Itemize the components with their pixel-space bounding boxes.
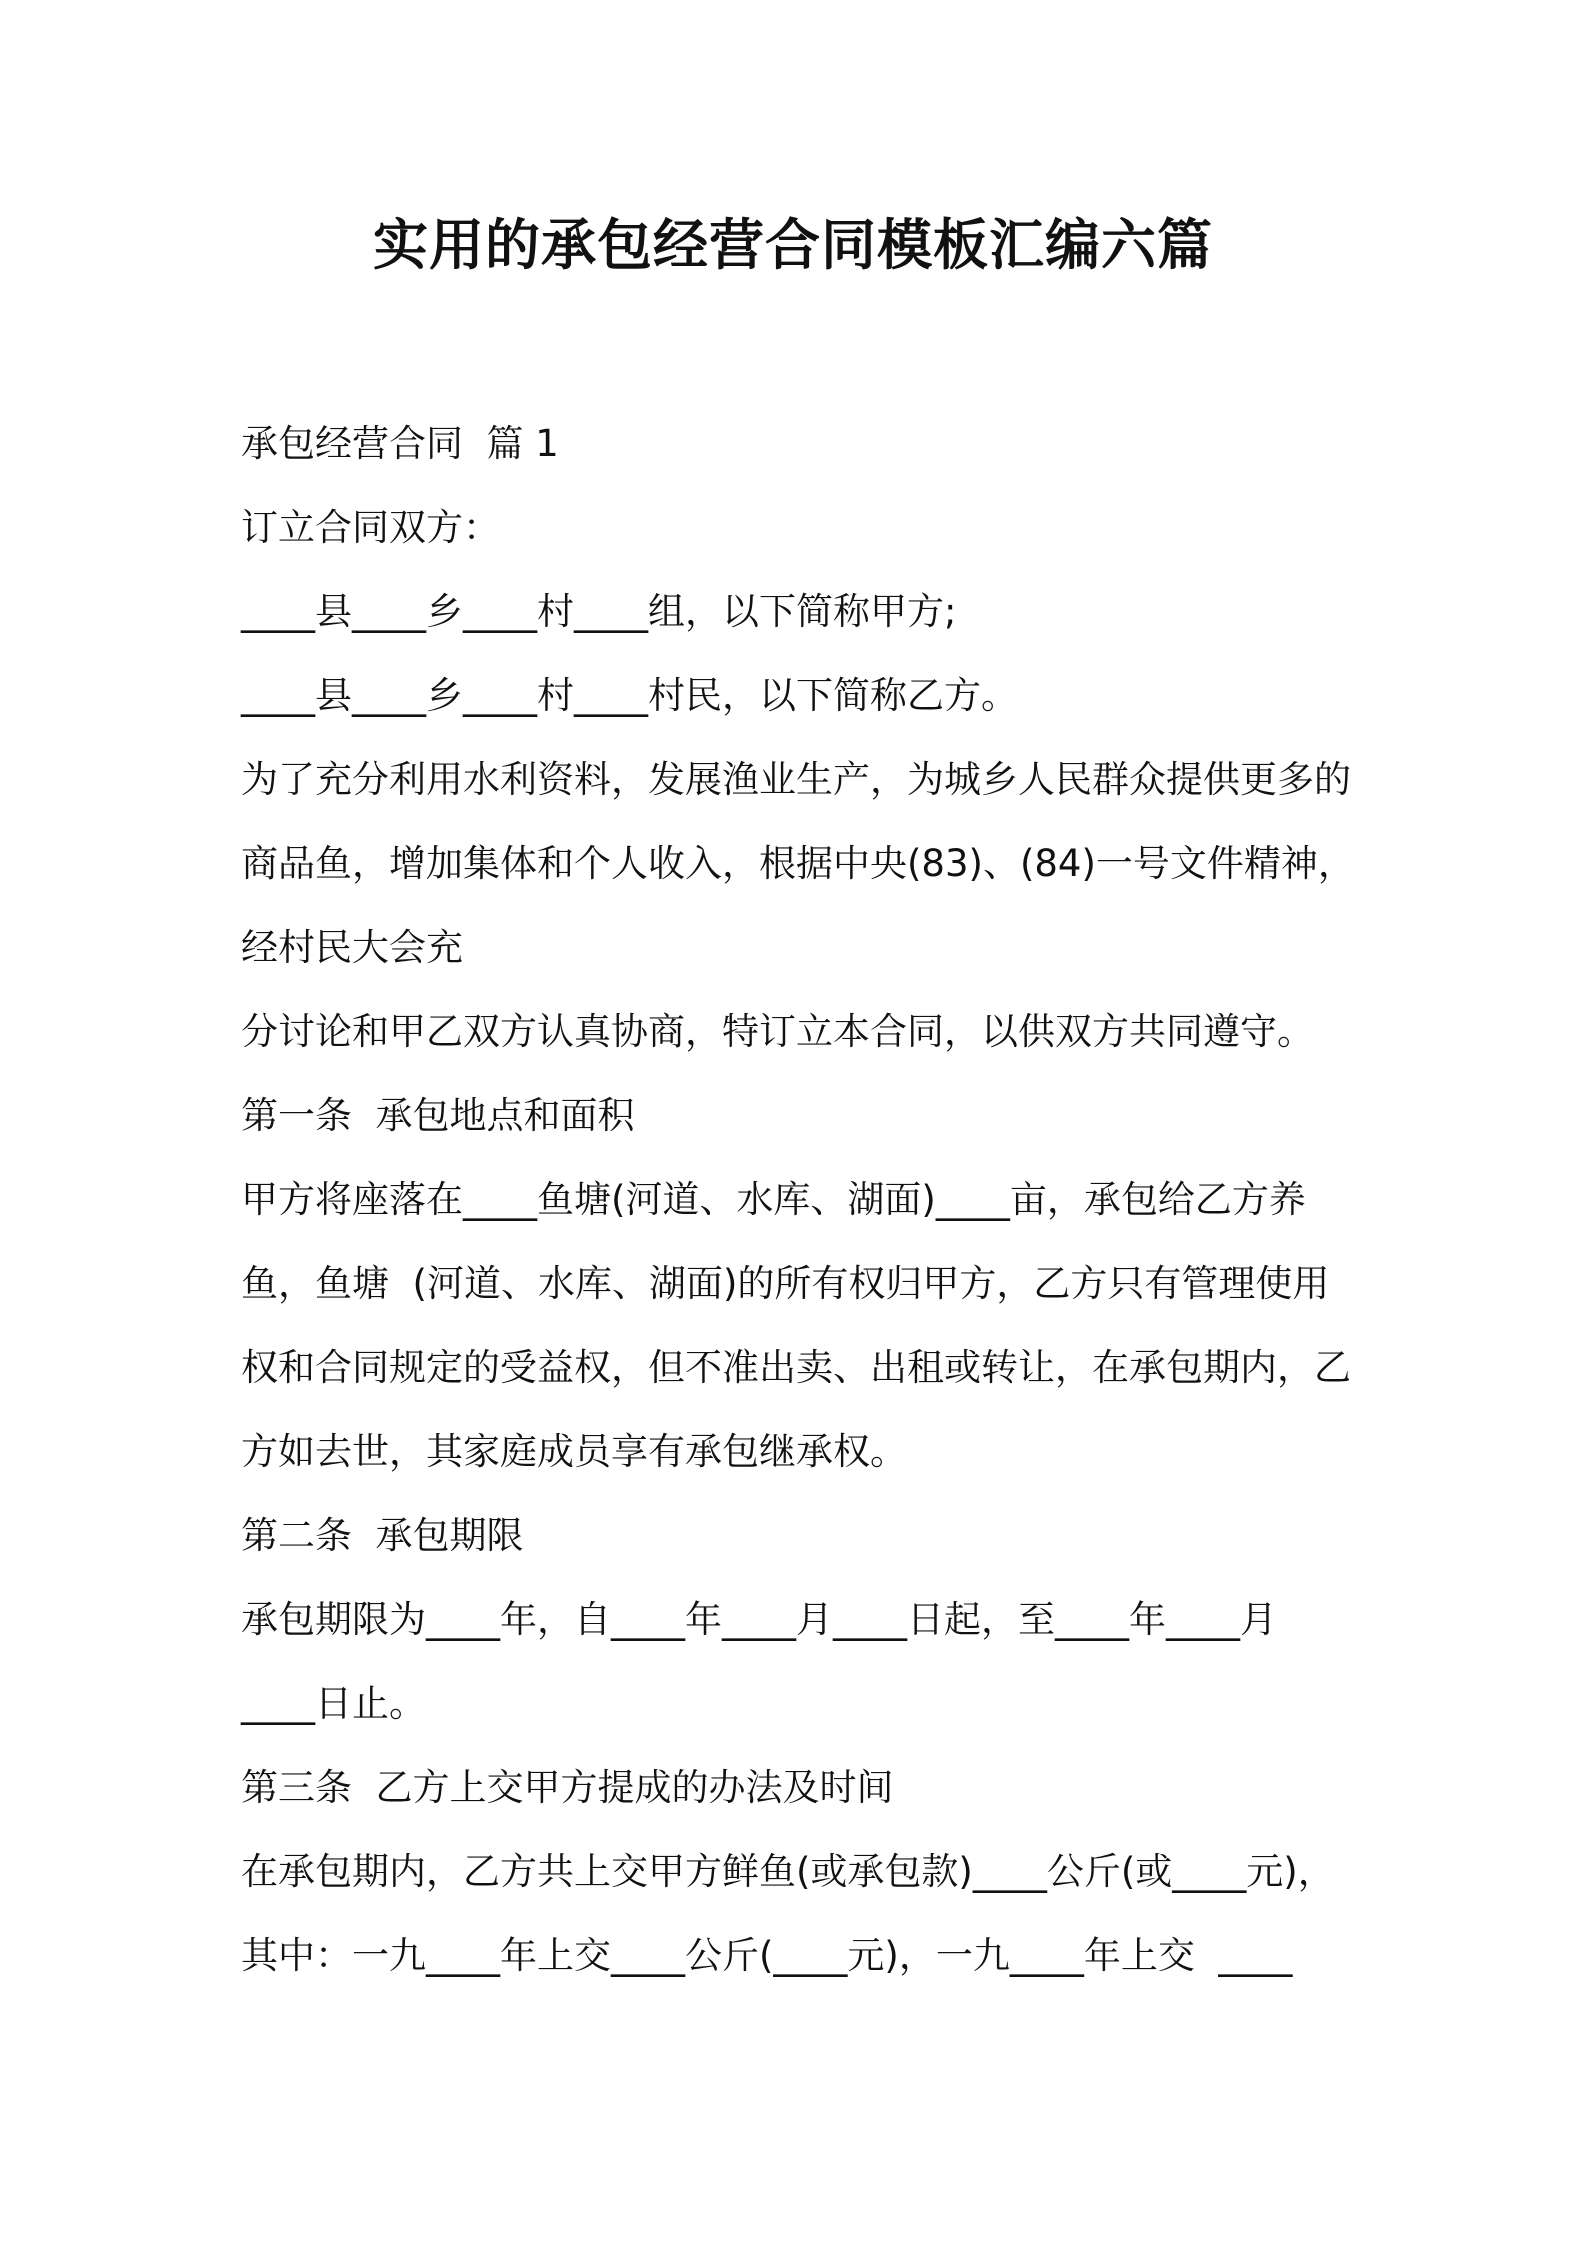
paragraph-line: 权和合同规定的受益权，但不准出卖、出租或转让，在承包期内，乙 <box>241 1346 1351 1389</box>
paragraph-line: 方如去世，其家庭成员享有承包继承权。 <box>241 1430 907 1473</box>
paragraph-line: 鱼，鱼塘 (河道、水库、湖面)的所有权归甲方，乙方只有管理使用 <box>241 1262 1330 1305</box>
document-title: 实用的承包经营合同模板汇编六篇 <box>372 213 1213 277</box>
paragraph-line: ____县____乡____村____村民，以下简称乙方。 <box>241 674 1018 717</box>
document-body <box>241 402 1361 1998</box>
paragraph-line: 其中：一九____年上交____公斤(____元)，一九____年上交 ____ <box>241 1934 1293 1977</box>
article-heading-1: 第一条 承包地点和面积 <box>241 1094 635 1137</box>
paragraph-line: 在承包期内，乙方共上交甲方鲜鱼(或承包款)____公斤(或____元)， <box>241 1850 1335 1893</box>
paragraph-line: 分讨论和甲乙双方认真协商，特订立本合同，以供双方共同遵守。 <box>241 1010 1314 1053</box>
paragraph-line: 承包期限为____年，自____年____月____日起，至____年____月 <box>241 1598 1277 1641</box>
paragraph-line: 甲方将座落在____鱼塘(河道、水库、湖面)____亩，承包给乙方养 <box>241 1178 1306 1221</box>
paragraph-line: 订立合同双方： <box>241 506 500 549</box>
section-heading-part-1: 承包经营合同 篇 1 <box>241 422 559 465</box>
paragraph-line: ____日止。 <box>241 1682 426 1725</box>
paragraph-line: ____县____乡____村____组，以下简称甲方; <box>241 590 957 633</box>
paragraph-line: 经村民大会充 <box>241 926 463 969</box>
article-heading-3: 第三条 乙方上交甲方提成的办法及时间 <box>241 1766 894 1809</box>
article-heading-2: 第二条 承包期限 <box>241 1514 524 1557</box>
paragraph-line: 商品鱼，增加集体和个人收入，根据中央(83)、(84)一号文件精神， <box>241 842 1355 885</box>
paragraph-line: 为了充分利用水利资料，发展渔业生产，为城乡人民群众提供更多的 <box>241 758 1351 801</box>
